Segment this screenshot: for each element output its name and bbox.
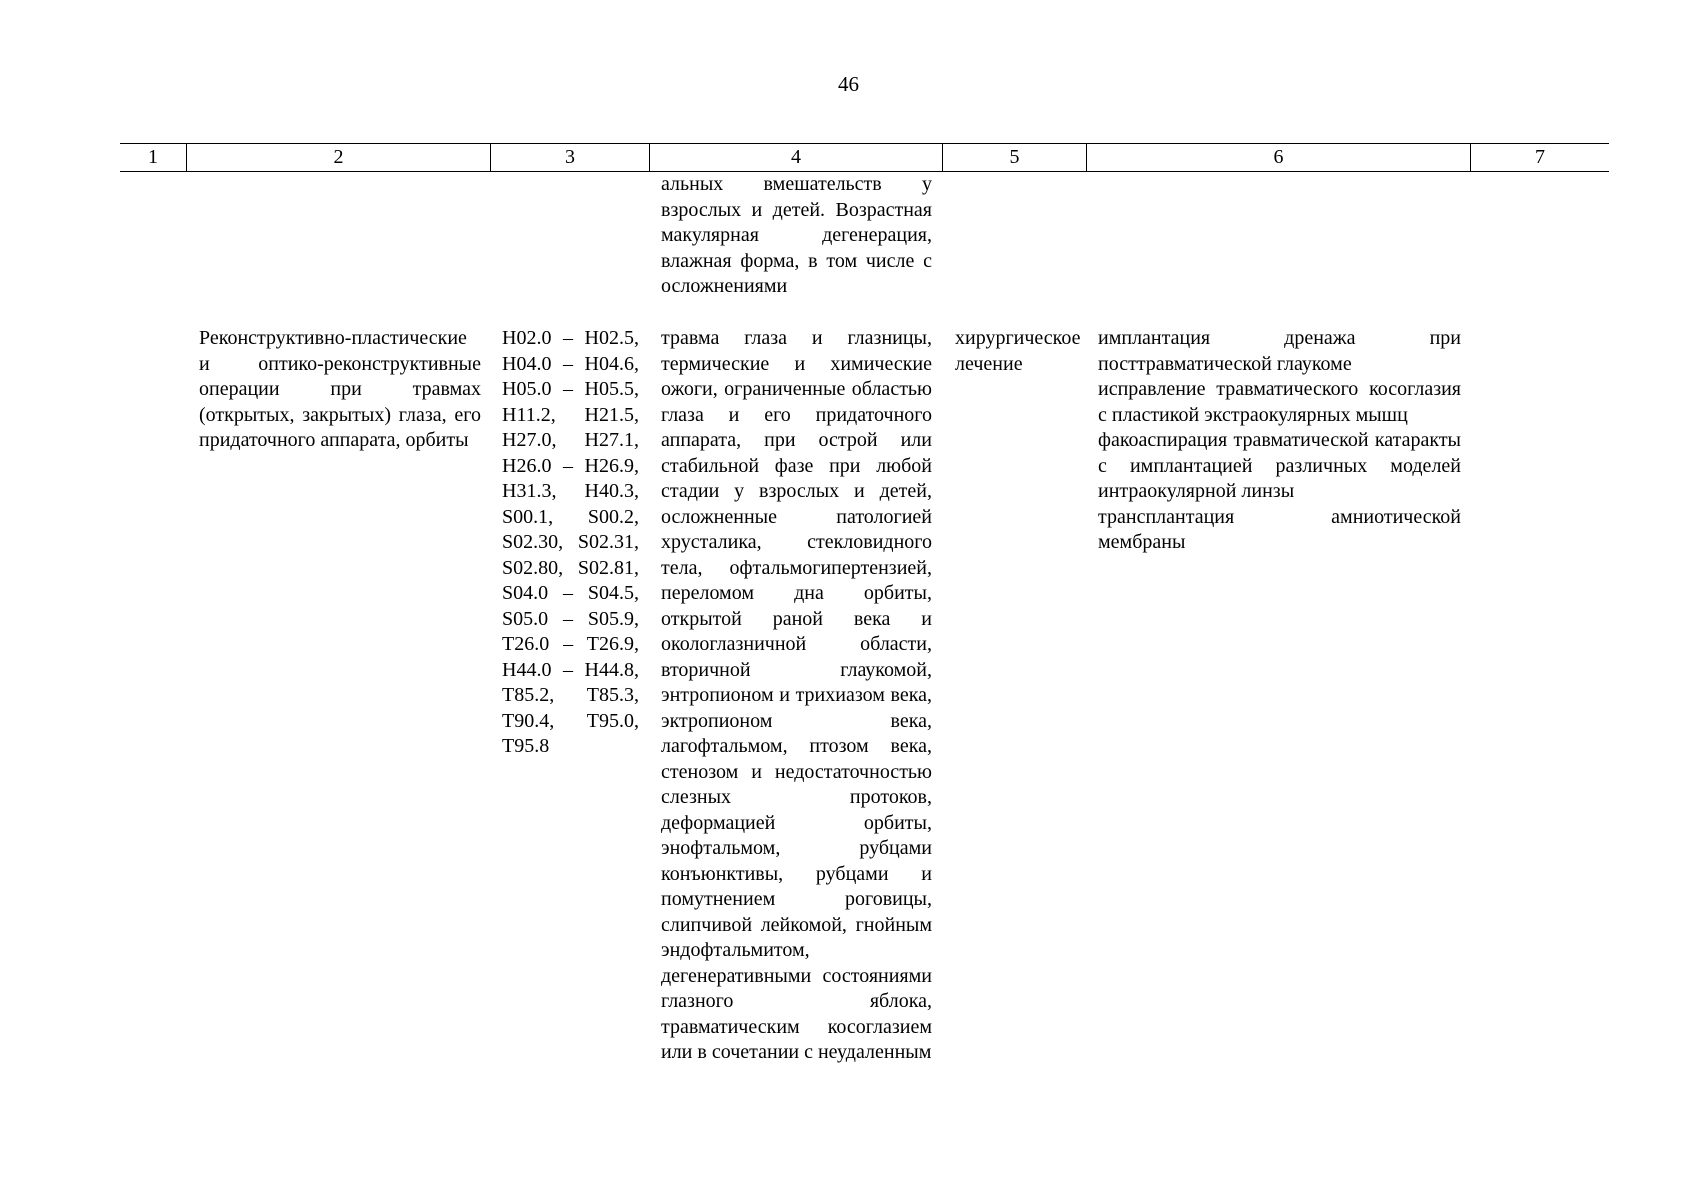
- column-header-7: 7: [1535, 146, 1545, 168]
- row-treatment-cell: хирургическое лечение: [955, 327, 1081, 375]
- column-header-1: 1: [120, 144, 187, 171]
- method-item: факоаспирация травматической катаракты с имплантацией различных моделей интраокулярной линзы: [1098, 429, 1461, 502]
- row-model-cell: травма глаза и глазницы, термические и химические ожоги, ограниченные областью глаза и его придаточного аппарата, при острой или стабильной фазе при любой стадии у взрослых и детей, осложненные патологией хрусталика, стекловидного тела, офтальмогипертензией, переломом дна орбиты, открытой раной века и окологлазничной области, вторичной глаукомой, энтропионом и трихиазом века, эктропионом века, лагофтальмом, птозом века, стенозом и недостаточностью слезных протоков, деформацией орбиты, энофтальмом, рубцами конъюнктивы, рубцами и помутнением роговицы, слипчивой лейкомой, гнойным эндофтальмитом, дегенеративными состояниями глазного яблока, травматическим косоглазием или в сочетании с неудаленным: [661, 327, 932, 1063]
- column-header-6: 6: [1087, 144, 1471, 171]
- page-number: 46: [838, 72, 859, 96]
- table-header-row: [120, 143, 1609, 172]
- method-item: исправление травматического косоглазия с пластикой экстраокулярных мышц: [1098, 378, 1461, 426]
- continuation-model-text: альных вмешательств у взрослых и детей. Возрастная макулярная дегенерация, влажная форма, в том числе с осложнениями: [661, 173, 932, 297]
- column-header-2: 2: [187, 144, 491, 171]
- column-header-5: 5: [943, 144, 1087, 171]
- method-item: имплантация дренажа при посттравматической глаукоме: [1098, 327, 1461, 375]
- row-methods-cell: [1098, 326, 1461, 556]
- row-codes-cell: H02.0 – H02.5, H04.0 – H04.6, H05.0 – H05.5, H11.2, H21.5, H27.0, H27.1, H26.0 – H26.9, H31.3, H40.3, S00.1, S00.2, S02.30, S02.31, S02.80, S02.81, S04.0 – S04.5, S05.0 – S05.9, T26.0 – T26.9, H44.0 – H44.8, T85.2, T85.3, T90.4, T95.0, T95.8: [502, 327, 639, 757]
- column-header-4: 4: [650, 144, 943, 171]
- method-item: трансплантация амниотической мембраны: [1098, 505, 1461, 553]
- data-table: [120, 143, 1609, 172]
- row-name-cell: Реконструктивно-пластические и оптико-реконструктивные операции при травмах (открытых, закрытых) глаза, его придаточного аппарата, орбиты: [199, 327, 481, 451]
- column-header-3: 3: [491, 144, 650, 171]
